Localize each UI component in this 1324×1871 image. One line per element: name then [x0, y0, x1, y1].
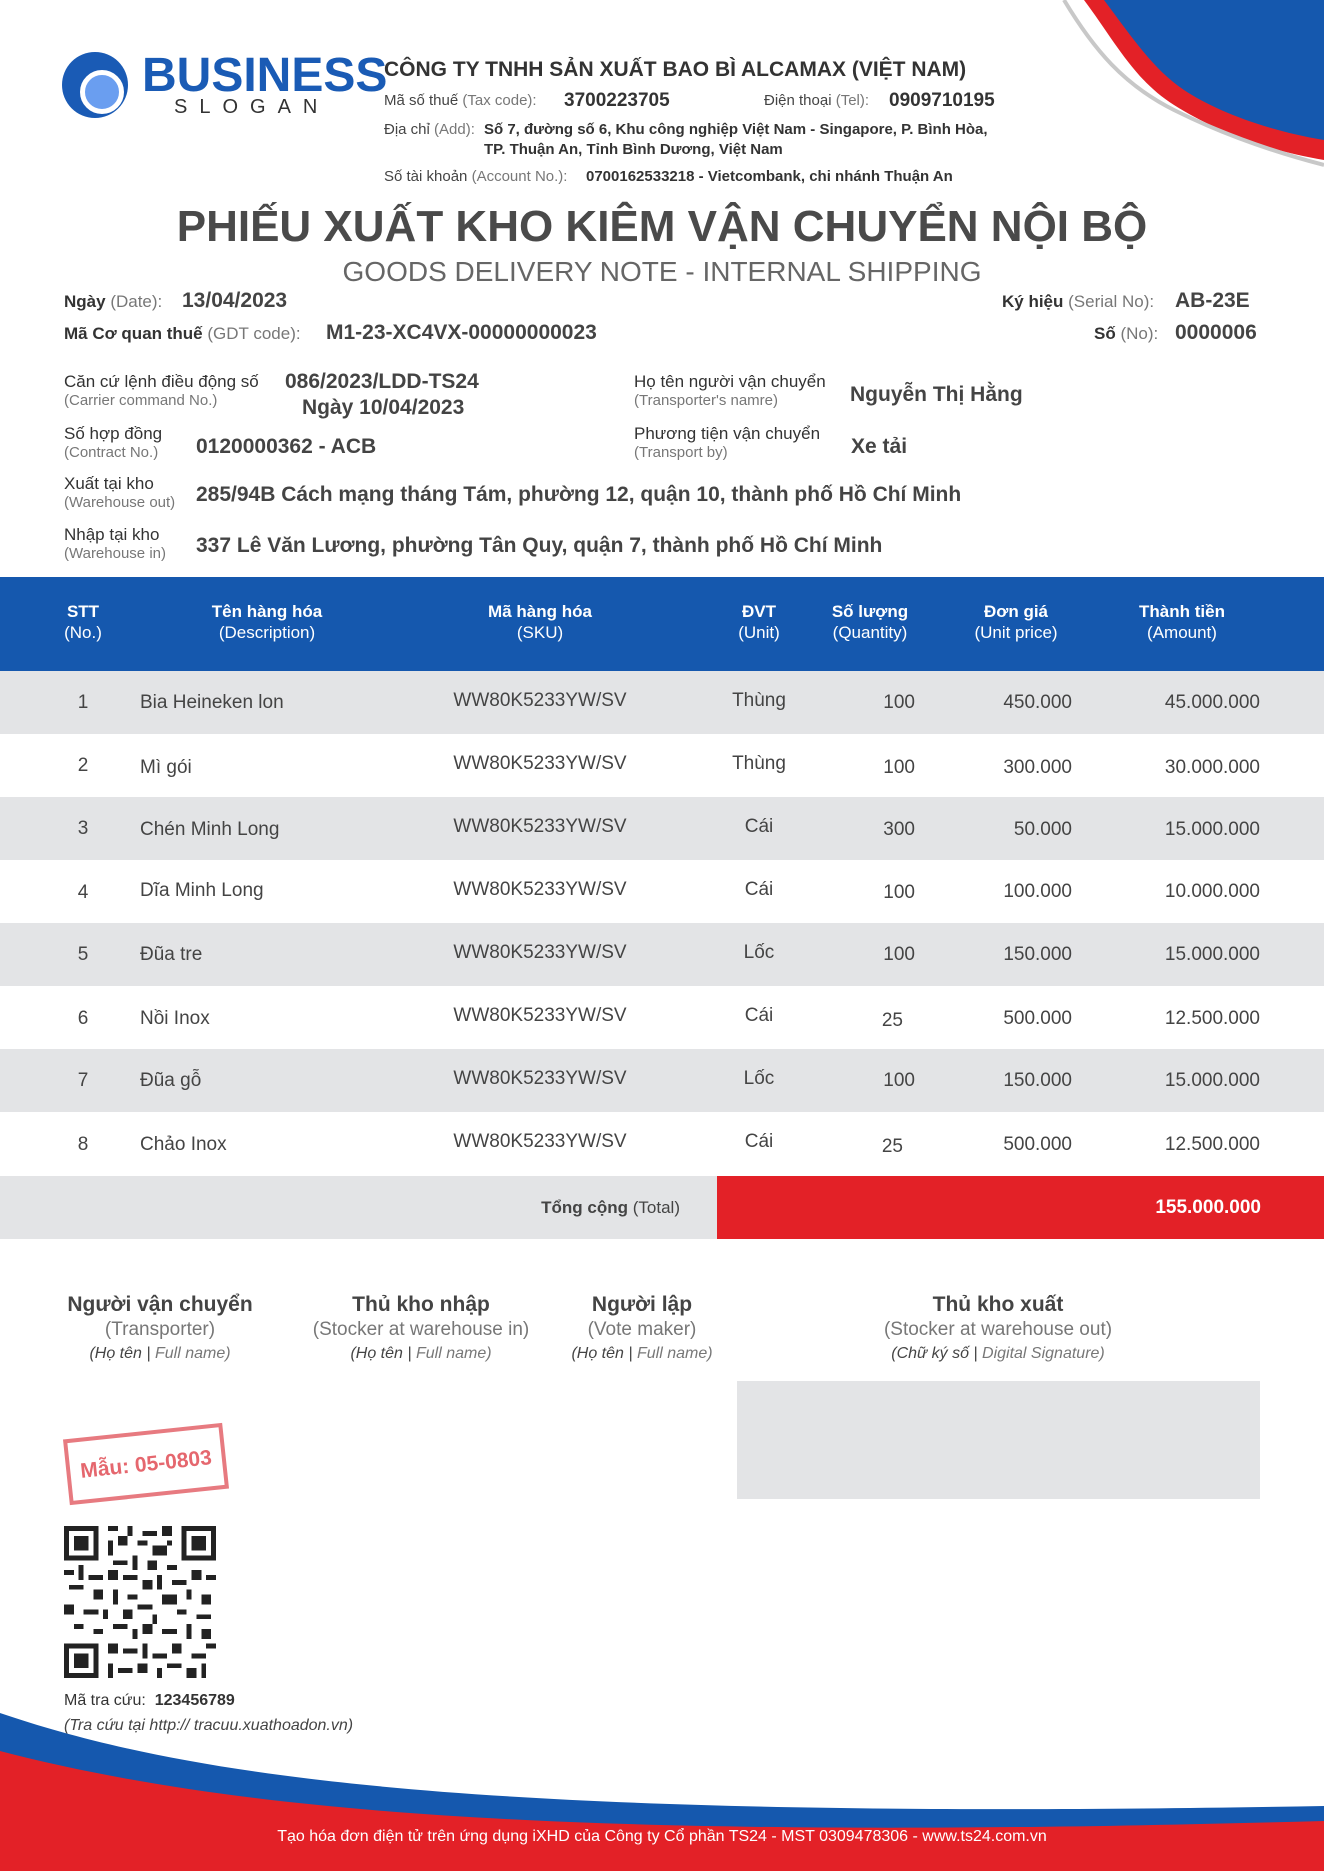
logo-circle-icon: [62, 52, 128, 118]
document-title: PHIẾU XUẤT KHO KIÊM VẬN CHUYỂN NỘI BỘ: [176, 202, 1148, 251]
row-amount: 15.000.000: [1164, 819, 1260, 840]
table-header: [0, 577, 1324, 671]
signature-transporter: Người vận chuyển (Transporter) (Họ tên | Full name): [67, 1293, 253, 1362]
row-unit-price: 450.000: [1003, 692, 1072, 713]
row-sku: WW80K5233YW/SV: [453, 816, 627, 837]
transporter-value: Nguyễn Thị Hằng: [850, 383, 1023, 406]
logo-slogan: SLOGAN: [174, 96, 330, 118]
row-no: 6: [77, 1008, 89, 1029]
total-label-cell: [0, 1176, 717, 1239]
row-sku: WW80K5233YW/SV: [453, 1068, 627, 1089]
qr-code-icon: [64, 1526, 216, 1678]
row-unit: Cái: [744, 1131, 774, 1152]
document-subtitle: GOODS DELIVERY NOTE - INTERNAL SHIPPING: [342, 256, 982, 287]
header-wave-decoration: [964, 0, 1324, 170]
header-unit-price: Đơn giá (Unit price): [974, 602, 1058, 642]
table-row: [0, 1112, 1324, 1175]
table-row: [0, 1049, 1324, 1112]
footer-text: Tạo hóa đơn điện tử trên ứng dụng iXHD của Công ty Cổ phần TS24 - MST 0309478306 - www.ts24.com.vn: [277, 1828, 1047, 1845]
row-no: 4: [77, 882, 89, 903]
account-label: Số tài khoản (Account No.):: [384, 168, 568, 185]
account-value: 0700162533218 - Vietcombank, chi nhánh Thuận An: [586, 168, 953, 185]
row-sku: WW80K5233YW/SV: [453, 1131, 627, 1152]
command-number: 086/2023/LDD-TS24: [285, 370, 479, 393]
row-description: Nồi Inox: [140, 1008, 210, 1029]
company-logo: [62, 49, 388, 122]
transport-value: Xe tải: [851, 435, 908, 458]
table-row: [0, 860, 1324, 923]
warehouse-out-label: Xuất tại kho (Warehouse out): [64, 474, 176, 511]
row-unit: Lốc: [743, 942, 775, 963]
row-sku: WW80K5233YW/SV: [453, 690, 627, 711]
address-label: Địa chỉ (Add):: [384, 121, 475, 138]
header-quantity: Số lượng (Quantity): [831, 602, 909, 642]
row-no: 7: [77, 1070, 89, 1091]
table-row: [0, 671, 1324, 734]
row-sku: WW80K5233YW/SV: [453, 879, 627, 900]
header-amount: Thành tiền (Amount): [1139, 602, 1225, 642]
total-label: Tổng cộng (Total): [541, 1198, 680, 1217]
serial-value: AB-23E: [1175, 289, 1250, 312]
signature-stocker-out: Thủ kho xuất (Stocker at warehouse out) (Chữ ký số | Digital Signature): [883, 1293, 1113, 1362]
row-amount: 10.000.000: [1164, 881, 1260, 902]
row-amount: 45.000.000: [1164, 692, 1260, 713]
row-unit: Thùng: [732, 690, 786, 711]
warehouse-out-value: 285/94B Cách mạng tháng Tám, phường 12, quận 10, thành phố Hồ Chí Minh: [196, 483, 962, 506]
logo-word: BUSINESS: [142, 49, 388, 102]
header-sku: Mã hàng hóa (SKU): [488, 602, 592, 642]
row-sku: WW80K5233YW/SV: [453, 753, 627, 774]
table-row: [0, 986, 1324, 1049]
row-description: Chén Minh Long: [140, 819, 280, 840]
row-unit: Cái: [744, 816, 774, 837]
row-unit-price: 150.000: [1003, 944, 1072, 965]
form-stamp: Mẫu: 05-0803: [63, 1423, 229, 1505]
row-description: Đũa gỗ: [140, 1070, 202, 1091]
row-unit-price: 150.000: [1003, 1070, 1072, 1091]
command-label: Căn cứ lệnh điều động số (Carrier command No.): [64, 372, 259, 409]
lookup-note: (Tra cứu tại http:// tracuu.xuathoadon.vn): [64, 1717, 354, 1734]
transport-label: Phương tiện vận chuyển (Transport by): [634, 424, 821, 461]
row-no: 3: [77, 818, 89, 839]
digital-signature-box[interactable]: [737, 1381, 1260, 1499]
tax-code-label: Mã số thuế (Tax code):: [384, 92, 537, 109]
row-quantity: 25: [881, 1136, 903, 1157]
row-unit-price: 300.000: [1003, 757, 1072, 778]
row-amount: 30.000.000: [1164, 757, 1260, 778]
total-value: 155.000.000: [1155, 1197, 1261, 1218]
row-no: 2: [77, 755, 89, 776]
row-quantity: 100: [883, 692, 915, 713]
contract-value: 0120000362 - ACB: [196, 435, 377, 458]
row-unit-price: 50.000: [1013, 819, 1072, 840]
row-quantity: 25: [881, 1010, 903, 1031]
row-unit-price: 100.000: [1003, 881, 1072, 902]
row-unit-price: 500.000: [1003, 1008, 1072, 1029]
row-no: 5: [77, 944, 89, 965]
company-name: CÔNG TY TNHH SẢN XUẤT BAO BÌ ALCAMAX (VIỆT NAM): [384, 58, 967, 81]
row-amount: 15.000.000: [1164, 1070, 1260, 1091]
command-date: Ngày 10/04/2023: [302, 396, 465, 419]
contract-label: Số hợp đồng (Contract No.): [64, 424, 163, 461]
row-unit: Thùng: [732, 753, 786, 774]
row-quantity: 100: [883, 1070, 915, 1091]
row-unit: Lốc: [743, 1068, 775, 1089]
company-info: [384, 58, 1024, 82]
tel-label: Điện thoại (Tel):: [764, 92, 870, 109]
row-quantity: 300: [883, 819, 915, 840]
row-quantity: 100: [883, 944, 915, 965]
tax-code-value: 3700223705: [564, 90, 670, 111]
tel-value: 0909710195: [889, 90, 995, 111]
row-description: Đũa tre: [140, 944, 203, 965]
row-sku: WW80K5233YW/SV: [453, 942, 627, 963]
row-quantity: 100: [883, 882, 915, 903]
address-line-1: Số 7, đường số 6, Khu công nghiệp Việt Nam - Singapore, P. Bình Hòa,: [484, 121, 988, 138]
row-quantity: 100: [883, 757, 915, 778]
signature-vote-maker: Người lập (Vote maker) (Họ tên | Full name): [571, 1293, 713, 1362]
row-description: Mì gói: [140, 757, 192, 778]
row-amount: 15.000.000: [1164, 944, 1260, 965]
date-label: Ngày (Date):: [64, 292, 163, 311]
row-amount: 12.500.000: [1164, 1008, 1260, 1029]
row-amount: 12.500.000: [1164, 1134, 1260, 1155]
row-unit: Cái: [744, 879, 774, 900]
total-row: [0, 1176, 1324, 1239]
header-unit: ĐVT (Unit): [738, 602, 780, 642]
row-no: 1: [77, 692, 89, 713]
number-label: Số (No):: [1094, 324, 1159, 343]
warehouse-in-value: 337 Lê Văn Lương, phường Tân Quy, quận 7, thành phố Hồ Chí Minh: [196, 534, 883, 557]
gdt-label: Mã Cơ quan thuế (GDT code):: [64, 324, 301, 343]
row-no: 8: [77, 1134, 89, 1155]
header-description: Tên hàng hóa (Description): [211, 602, 323, 642]
row-unit-price: 500.000: [1003, 1134, 1072, 1155]
transporter-label: Họ tên người vận chuyển (Transporter's namre): [634, 372, 826, 409]
row-description: Bia Heineken lon: [140, 692, 284, 713]
table-row: [0, 797, 1324, 860]
lookup-code: Mã tra cứu: 123456789: [64, 1692, 235, 1709]
table-row: [0, 923, 1324, 986]
row-unit: Cái: [744, 1005, 774, 1026]
gdt-value: M1-23-XC4VX-00000000023: [326, 321, 597, 344]
number-value: 0000006: [1175, 321, 1257, 344]
row-description: Dĩa Minh Long: [140, 880, 264, 901]
signature-stocker-in: Thủ kho nhập (Stocker at warehouse in) (Họ tên | Full name): [312, 1293, 530, 1362]
serial-label: Ký hiệu (Serial No):: [1002, 292, 1155, 311]
address-line-2: TP. Thuận An, Tỉnh Bình Dương, Việt Nam: [484, 141, 783, 158]
total-value-cell: [717, 1176, 1324, 1239]
table-row: [0, 734, 1324, 797]
row-description: Chảo Inox: [140, 1134, 227, 1155]
warehouse-in-label: Nhập tại kho (Warehouse in): [64, 525, 166, 562]
row-sku: WW80K5233YW/SV: [453, 1005, 627, 1026]
header-no: STT (No.): [64, 602, 102, 642]
date-value: 13/04/2023: [182, 289, 288, 312]
